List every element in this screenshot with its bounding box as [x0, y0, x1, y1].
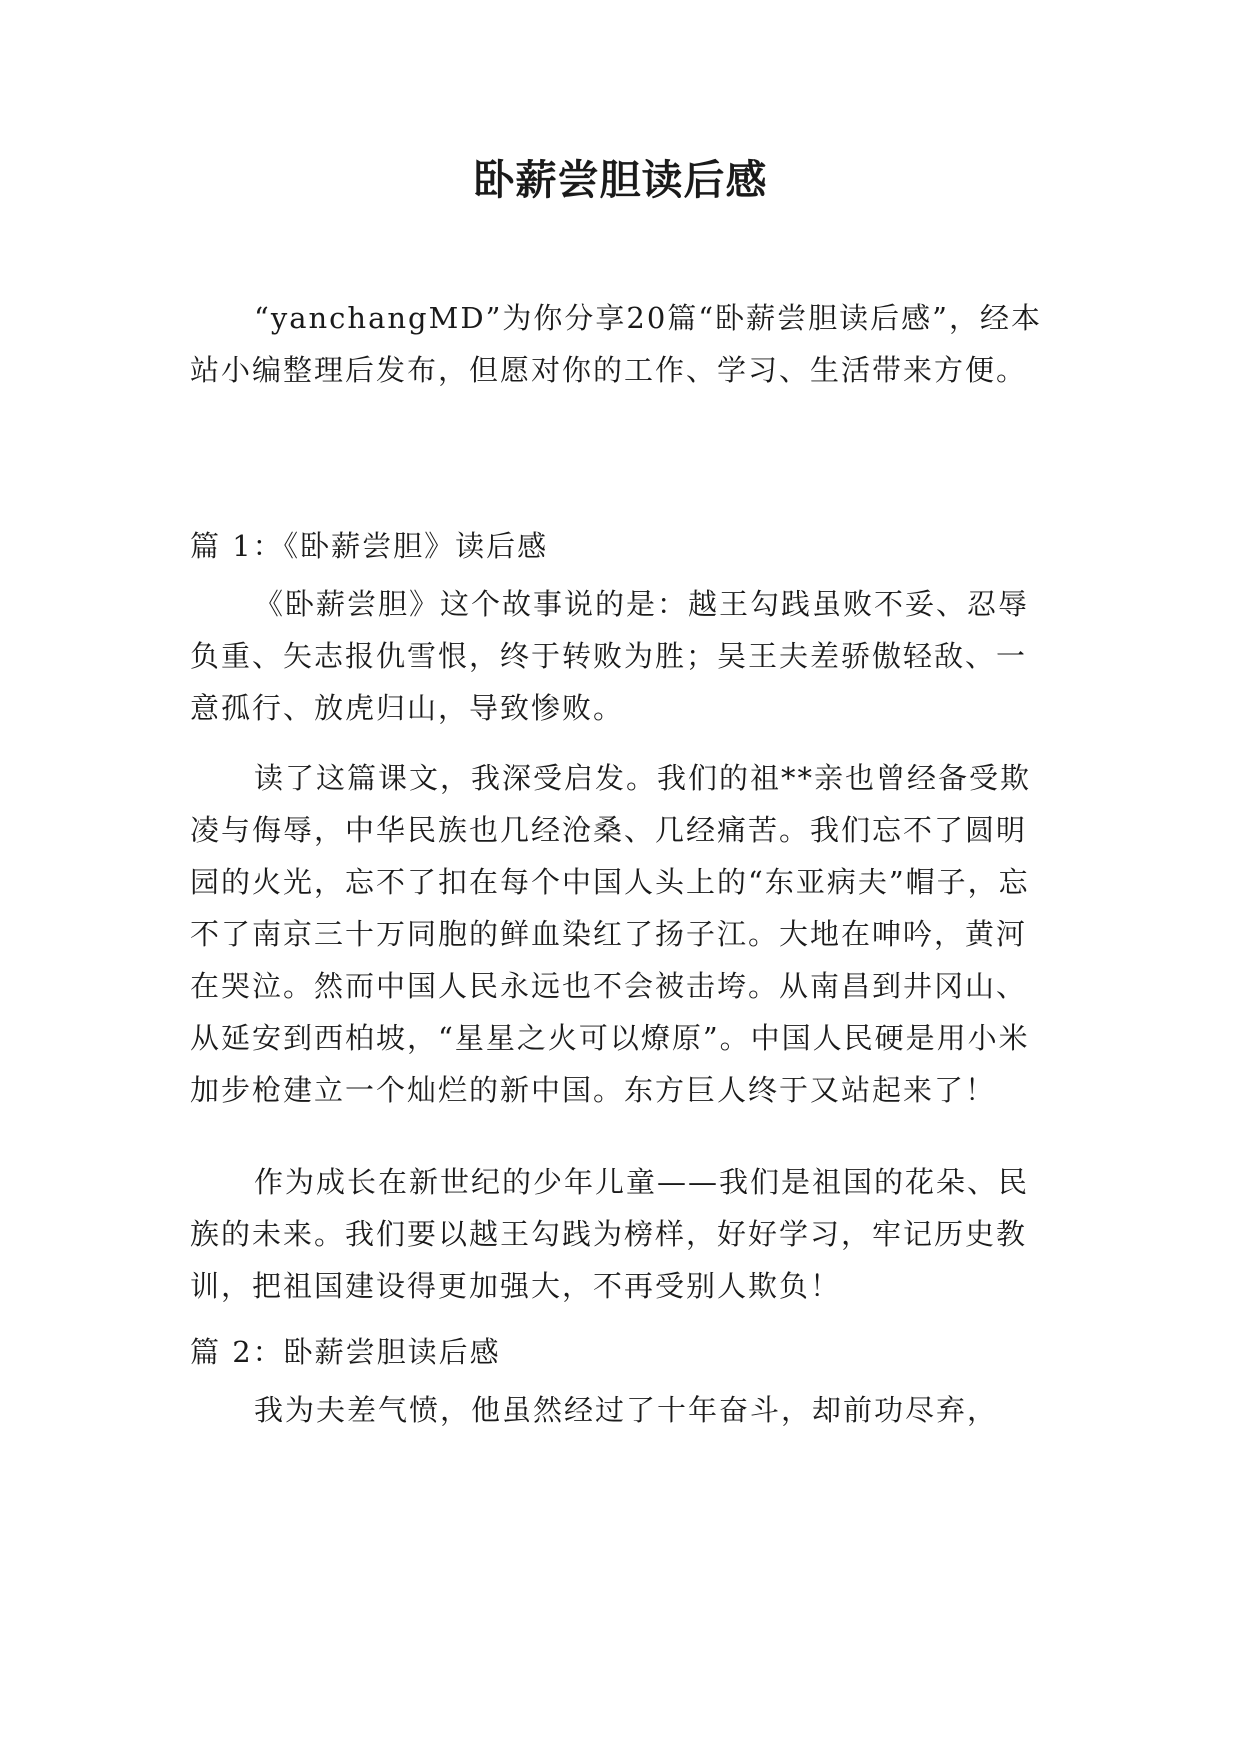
- section-heading-1: 篇 1：《卧薪尝胆》读后感: [190, 529, 549, 563]
- section-1-paragraph-2: 读了这篇课文，我深受启发。我们的祖**亲也曾经备受欺凌与侮辱，中华民族也几经沧桑、几经痛苦。我们忘不了圆明园的火光，忘不了扣在每个中国人头上的“东亚病夫”帽子，忘不了南京三十万同胞的鲜血染红了扬子江。大地在呻吟，黄河在哭泣。然而中国人民永远也不会被击垮。从南昌到井冈山、从延安到西柏坡，“星星之火可以燎原”。中国人民硬是用小米加步枪建立一个灿烂的新中国。东方巨人终于又站起来了！: [190, 761, 1032, 1107]
- section-1-paragraph-1: 《卧薪尝胆》这个故事说的是：越王勾践虽败不妥、忍辱负重、矢志报仇雪恨，终于转败为胜；吴王夫差骄傲轻敌、一意孤行、放虎归山，导致惨败。: [190, 587, 1030, 725]
- document-title: 卧薪尝胆读后感: [473, 156, 768, 204]
- section-heading-2: 篇 2：卧薪尝胆读后感: [190, 1335, 501, 1369]
- section-2-paragraph-1: 我为夫差气愤，他虽然经过了十年奋斗，却前功尽弃，: [254, 1393, 999, 1427]
- intro-paragraph: “yanchangMD”为你分享20篇“卧薪尝胆读后感”，经本站小编整理后发布，但愿对你的工作、学习、生活带来方便。: [190, 301, 1042, 387]
- section-1-paragraph-3: 作为成长在新世纪的少年儿童——我们是祖国的花朵、民族的未来。我们要以越王勾践为榜样，好好学习，牢记历史教训，把祖国建设得更加强大，不再受别人欺负！: [190, 1165, 1030, 1303]
